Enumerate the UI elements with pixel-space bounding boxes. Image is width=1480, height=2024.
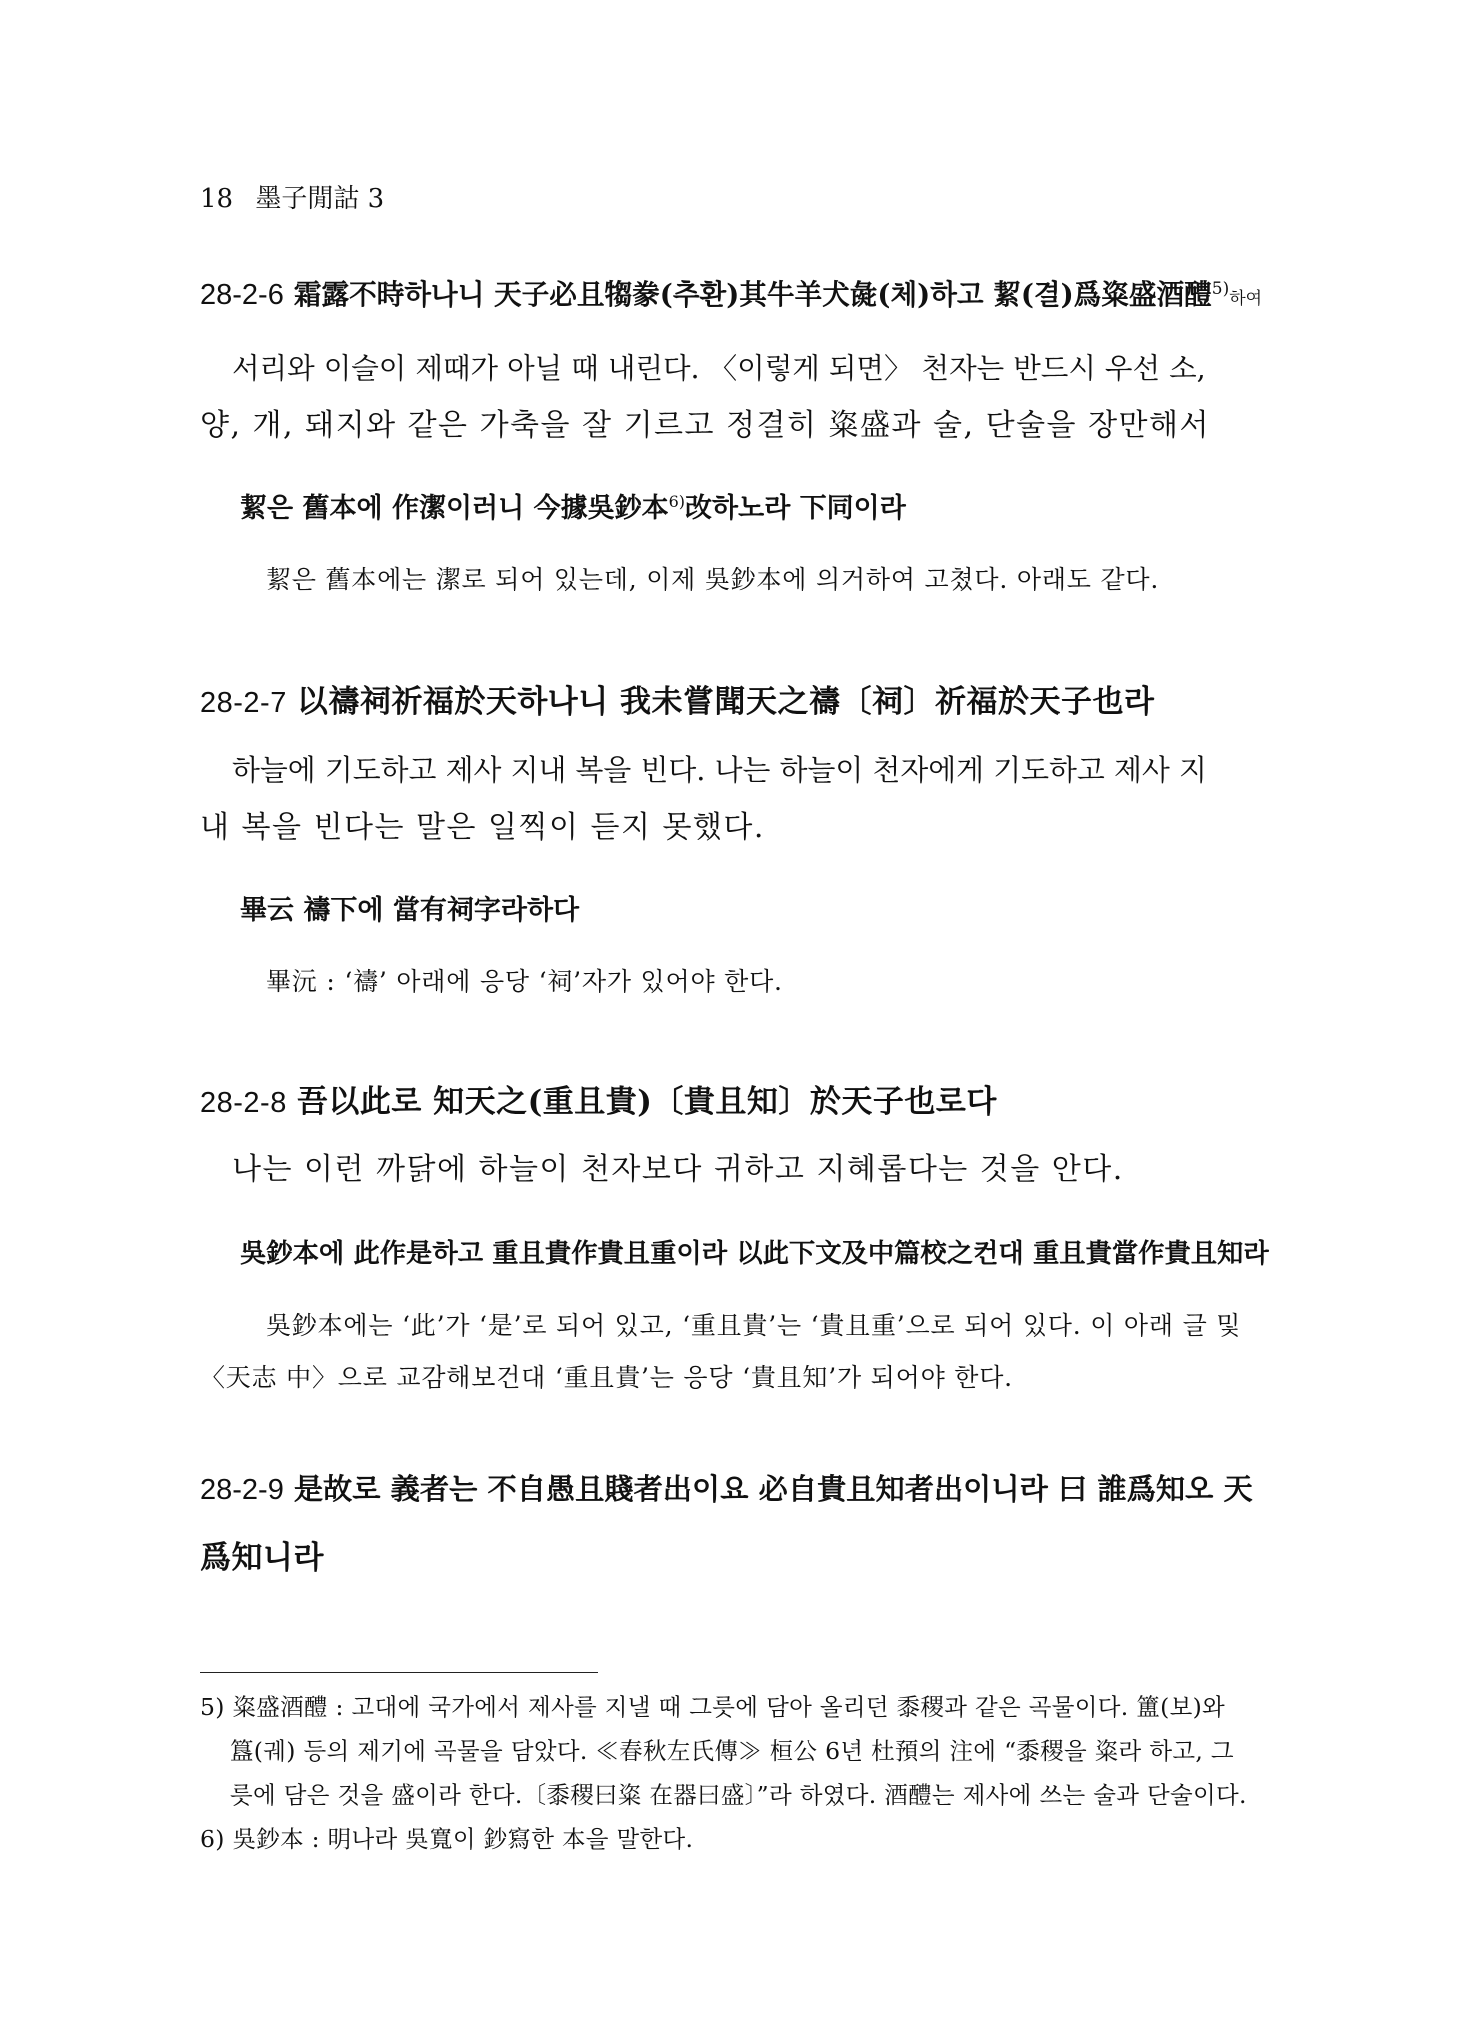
- footnote-divider: [200, 1672, 598, 1673]
- footnote-line: 6) 吳鈔本 : 明나라 吳寬이 鈔寫한 本을 말한다.: [200, 1825, 694, 1853]
- classical-line: 霜露不時하나니 天子必且犓豢(추환)其牛羊犬彘(체)하고 絜(결)爲粢盛酒醴: [293, 278, 1212, 311]
- classical-text-28-2-8: [200, 1076, 997, 1121]
- translation-line: 내 복을 빈다는 말은 일찍이 듣지 못했다.: [200, 810, 765, 845]
- commentary-note: 畢云 禱下에 當有祠字라하다: [240, 895, 580, 926]
- section-id: 28-2-6: [200, 279, 284, 311]
- classical-line: 是故로 義者는 不自愚且賤者出이요 必自貴且知者出이니라 曰 誰爲知오 天: [293, 1472, 1253, 1506]
- note-translation-line: 吳鈔本에는 ‘此’가 ‘是’로 되어 있고, ‘重且貴’는 ‘貴且重’으로 되어 있다. 이 아래 글 및: [266, 1311, 1242, 1340]
- classical-text-28-2-6: [200, 272, 1262, 312]
- footnote-ref: 5): [1211, 278, 1230, 299]
- translation-line: 서리와 이슬이 제때가 아닐 때 내린다. 〈이렇게 되면〉 천자는 반드시 우선 소,: [232, 352, 1206, 385]
- classical-text-28-2-9: [200, 1466, 1253, 1508]
- classical-tail: 하여: [1229, 289, 1263, 309]
- footnote-line: 릇에 담은 것을 盛이라 한다.〔黍稷曰粢 在器曰盛〕”라 하였다. 酒醴는 제사에 쓰는 술과 단술이다.: [230, 1781, 1247, 1809]
- classical-text-28-2-7: [200, 676, 1154, 721]
- note-translation-line: 畢沅 : ‘禱’ 아래에 응당 ‘祠’자가 있어야 한다.: [266, 967, 783, 996]
- translation-line: 나는 이런 까닭에 하늘이 천자보다 귀하고 지혜롭다는 것을 안다.: [232, 1152, 1124, 1187]
- section-id: 28-2-8: [200, 1087, 287, 1119]
- footnote-ref: 6): [668, 492, 686, 511]
- running-header: [200, 178, 384, 215]
- translation-line: 하늘에 기도하고 제사 지내 복을 빈다. 나는 하늘이 천자에게 기도하고 제사 지: [232, 753, 1207, 787]
- section-id: 28-2-7: [200, 687, 287, 719]
- note-translation-line: 〈天志 中〉으로 교감해보건대 ‘重且貴’는 응당 ‘貴且知’가 되어야 한다.: [200, 1363, 1013, 1392]
- footnote-line: 簋(궤) 등의 제기에 곡물을 담았다. ≪春秋左氏傳≫ 桓公 6년 杜預의 注에 “黍稷을 粢라 하고, 그: [230, 1737, 1234, 1765]
- commentary-note: 吳鈔本에 此作是하고 重且貴作貴且重이라 以此下文及中篇校之컨대 重且貴當作貴且知라: [240, 1238, 1269, 1269]
- translation-line: 양, 개, 돼지와 같은 가축을 잘 기르고 정결히 粢盛과 술, 단술을 장만해서: [200, 408, 1210, 443]
- footnote-line: 5) 粢盛酒醴 : 고대에 국가에서 제사를 지낼 때 그릇에 담아 올리던 黍稷과 같은 곡물이다. 簠(보)와: [200, 1693, 1226, 1721]
- classical-line: 以禱祠祈福於天하나니 我未嘗聞天之禱〔祠〕祈福於天子也라: [296, 684, 1155, 720]
- note-translation-line: 絜은 舊本에는 潔로 되어 있는데, 이제 吳鈔本에 의거하여 고쳤다. 아래도 같다.: [266, 565, 1160, 594]
- commentary-note: 絜은 舊本에 作潔이러니 今據吳鈔本$^{6)}$改하노라 下同이라: [240, 492, 906, 524]
- page-number: 18: [200, 184, 234, 214]
- book-title: 墨子閒詁 3: [255, 184, 385, 214]
- section-id: 28-2-9: [200, 1474, 284, 1506]
- classical-line: 吾以此로 知天之(重且貴)〔貴且知〕於天子也로다: [296, 1084, 997, 1120]
- classical-line: 爲知니라: [200, 1540, 324, 1576]
